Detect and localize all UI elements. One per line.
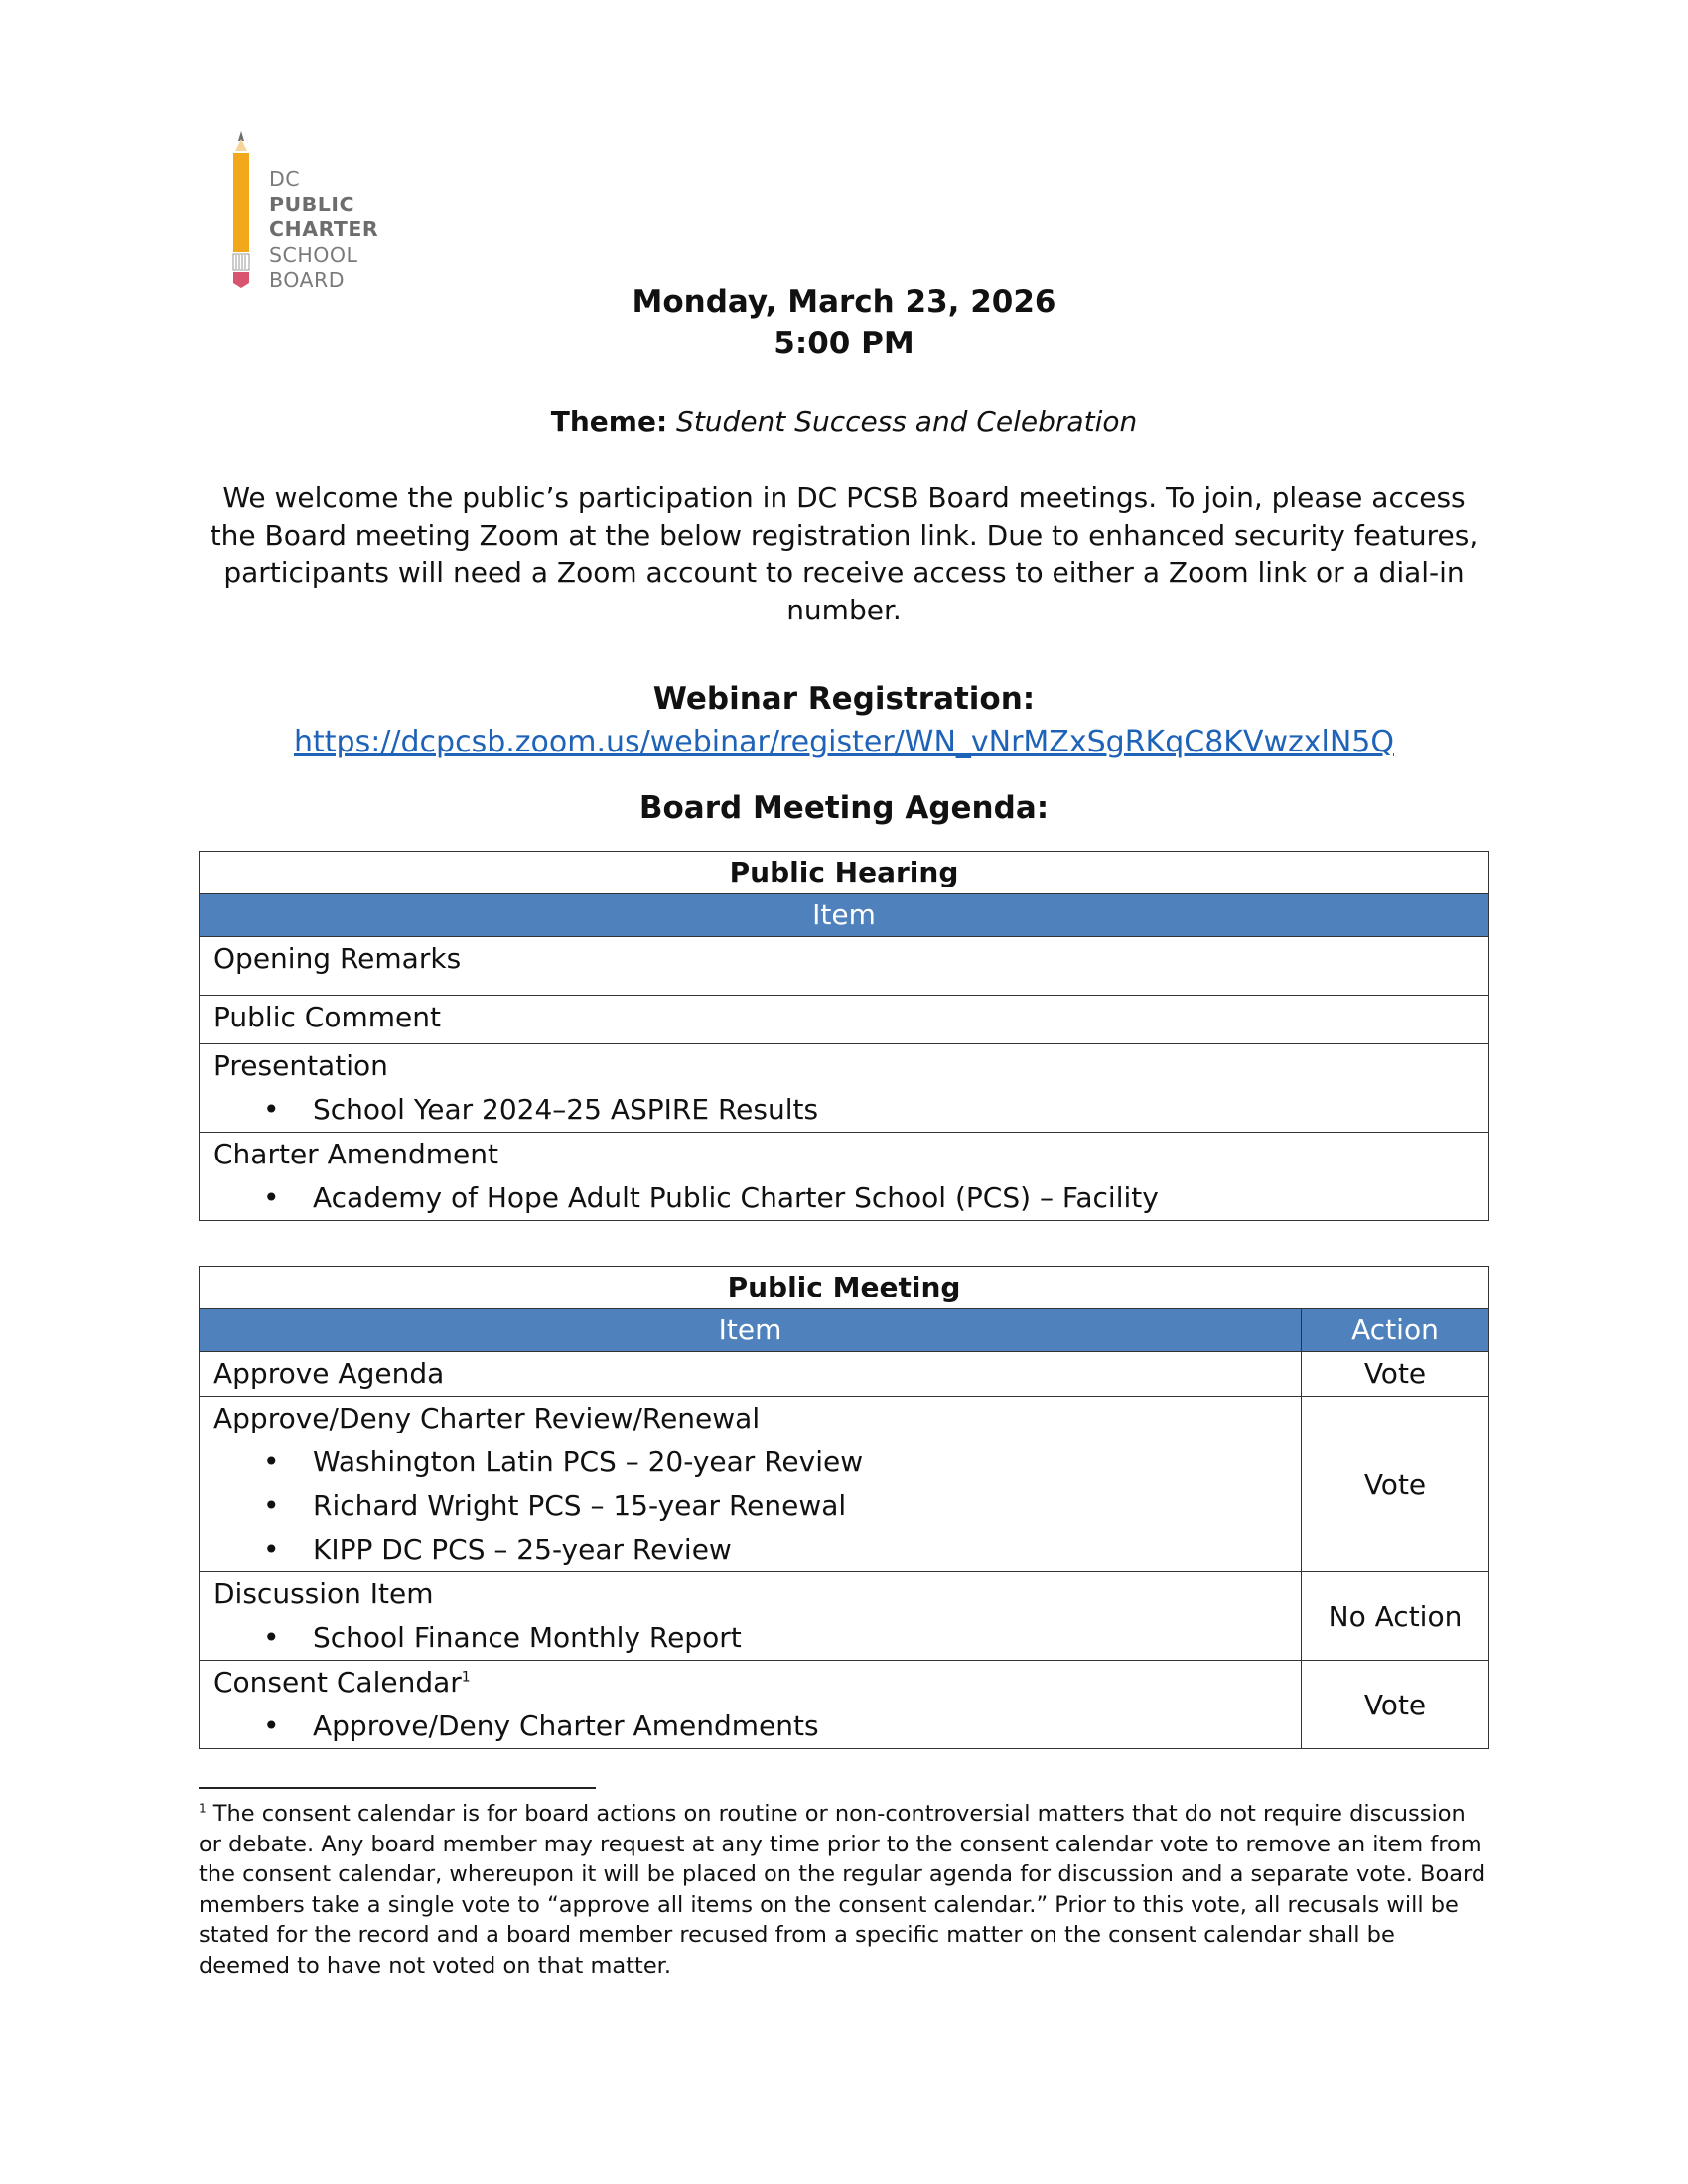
agenda-item-label: Discussion Item — [213, 1577, 434, 1610]
agenda-item-label: Opening Remarks — [213, 942, 462, 975]
agenda-item-label: Approve Agenda — [213, 1357, 445, 1390]
agenda-item — [200, 1133, 1489, 1221]
theme-value: Student Success and Celebration — [676, 405, 1138, 438]
logo-line-dc: DC — [269, 167, 301, 191]
column-header-action: Action — [1302, 1309, 1489, 1352]
agenda-action: Vote — [1302, 1352, 1489, 1397]
agenda-sub-item: • Richard Wright PCS – 15-year Renewal — [213, 1484, 1287, 1528]
agenda-item-label-wrap — [213, 1661, 1287, 1705]
agenda-item-label: Charter Amendment — [213, 1138, 498, 1170]
agenda-sub-item: • School Finance Monthly Report — [213, 1616, 1287, 1660]
meeting-time: 5:00 PM — [774, 326, 914, 361]
footnote — [199, 1799, 1489, 1980]
footnote-divider — [199, 1787, 596, 1789]
logo-line-charter: CHARTER — [269, 217, 379, 242]
agenda-item — [200, 1352, 1302, 1397]
footnote-ref[interactable]: 1 — [461, 1669, 471, 1686]
table-header-row — [200, 1309, 1489, 1352]
table-row — [200, 1397, 1489, 1572]
table-title-row — [200, 852, 1489, 894]
table-row — [200, 1133, 1489, 1221]
column-header-item: Item — [200, 1309, 1302, 1352]
footnote-text: The consent calendar is for board actions on routine or non-controversial matters that do not require discussion or debate. Any board member may request at any time prior to the consent calendar vote to remove an item from the consent calendar, whereupon it will be placed on the regular agenda for discussion and a separate vote. Board members take a single vote to “approve all items on the consent calendar.” Prior to this vote, all recusals will be stated for the record and a board member recused from a specific matter on the consent calendar shall be deemed to have not voted on that matter. — [199, 1801, 1486, 1979]
agenda-sub-item: • Academy of Hope Adult Public Charter School (PCS) – Facility — [213, 1176, 1475, 1220]
webinar-registration-link[interactable]: https://dcpcsb.zoom.us/webinar/register/WN_vNrMZxSgRKqC8KVwzxlN5Q — [293, 725, 1394, 759]
logo-line-public: PUBLIC — [269, 192, 355, 216]
table-row — [200, 1661, 1489, 1749]
agenda-item — [200, 996, 1489, 1044]
agenda-sub-item: • Washington Latin PCS – 20-year Review — [213, 1440, 1287, 1484]
public-hearing-title: Public Hearing — [200, 852, 1489, 894]
agenda-sub-item: • School Year 2024–25 ASPIRE Results — [213, 1088, 1475, 1132]
table-row — [200, 1044, 1489, 1133]
agenda-item-label: Presentation — [213, 1049, 388, 1082]
table-row — [200, 937, 1489, 996]
agenda-item — [200, 937, 1489, 996]
table-title-row — [200, 1267, 1489, 1309]
agenda-item-label: Public Comment — [213, 1001, 441, 1033]
logo-line-board: BOARD — [269, 268, 346, 293]
footnote-marker: 1 — [199, 1801, 207, 1816]
public-meeting-title: Public Meeting — [200, 1267, 1489, 1309]
agenda-action: Vote — [1302, 1661, 1489, 1749]
public-hearing-table — [199, 851, 1489, 1221]
pencil-icon — [227, 129, 267, 293]
table-row — [200, 1572, 1489, 1661]
agenda-heading: Board Meeting Agenda: — [638, 790, 1050, 826]
meeting-datetime — [0, 281, 1688, 364]
agenda-sub-item: • KIPP DC PCS – 25-year Review — [213, 1528, 1287, 1571]
column-header-item: Item — [200, 894, 1489, 937]
agenda-item — [200, 1397, 1302, 1572]
meeting-date: Monday, March 23, 2026 — [632, 284, 1056, 320]
public-meeting-table — [199, 1266, 1489, 1749]
agenda-item — [200, 1044, 1489, 1133]
meeting-theme — [0, 402, 1688, 442]
logo-line-school: SCHOOL — [269, 242, 358, 267]
agenda-item-label: Consent Calendar — [213, 1666, 462, 1699]
intro-paragraph: We welcome the public’s participation in DC PCSB Board meetings. To join, please access the Board meeting Zoom at the below registration link. Due to enhanced security features, participants will need a Zoom account to receive access to either a Zoom link or a dial-in number. — [210, 481, 1478, 626]
agenda-action: Vote — [1302, 1397, 1489, 1572]
agenda-sub-item: • Approve/Deny Charter Amendments — [213, 1705, 1287, 1748]
table-row — [200, 1352, 1489, 1397]
webinar-heading: Webinar Registration: — [652, 681, 1036, 717]
agenda-action: No Action — [1302, 1572, 1489, 1661]
theme-label: Theme: — [550, 405, 668, 438]
agenda-item — [200, 1661, 1302, 1749]
table-header-row — [200, 894, 1489, 937]
table-row — [200, 996, 1489, 1044]
agenda-item-label: Approve/Deny Charter Review/Renewal — [213, 1402, 761, 1434]
logo-wordmark — [269, 167, 378, 294]
agenda-item — [200, 1572, 1302, 1661]
dc-pcsb-logo — [227, 129, 396, 293]
